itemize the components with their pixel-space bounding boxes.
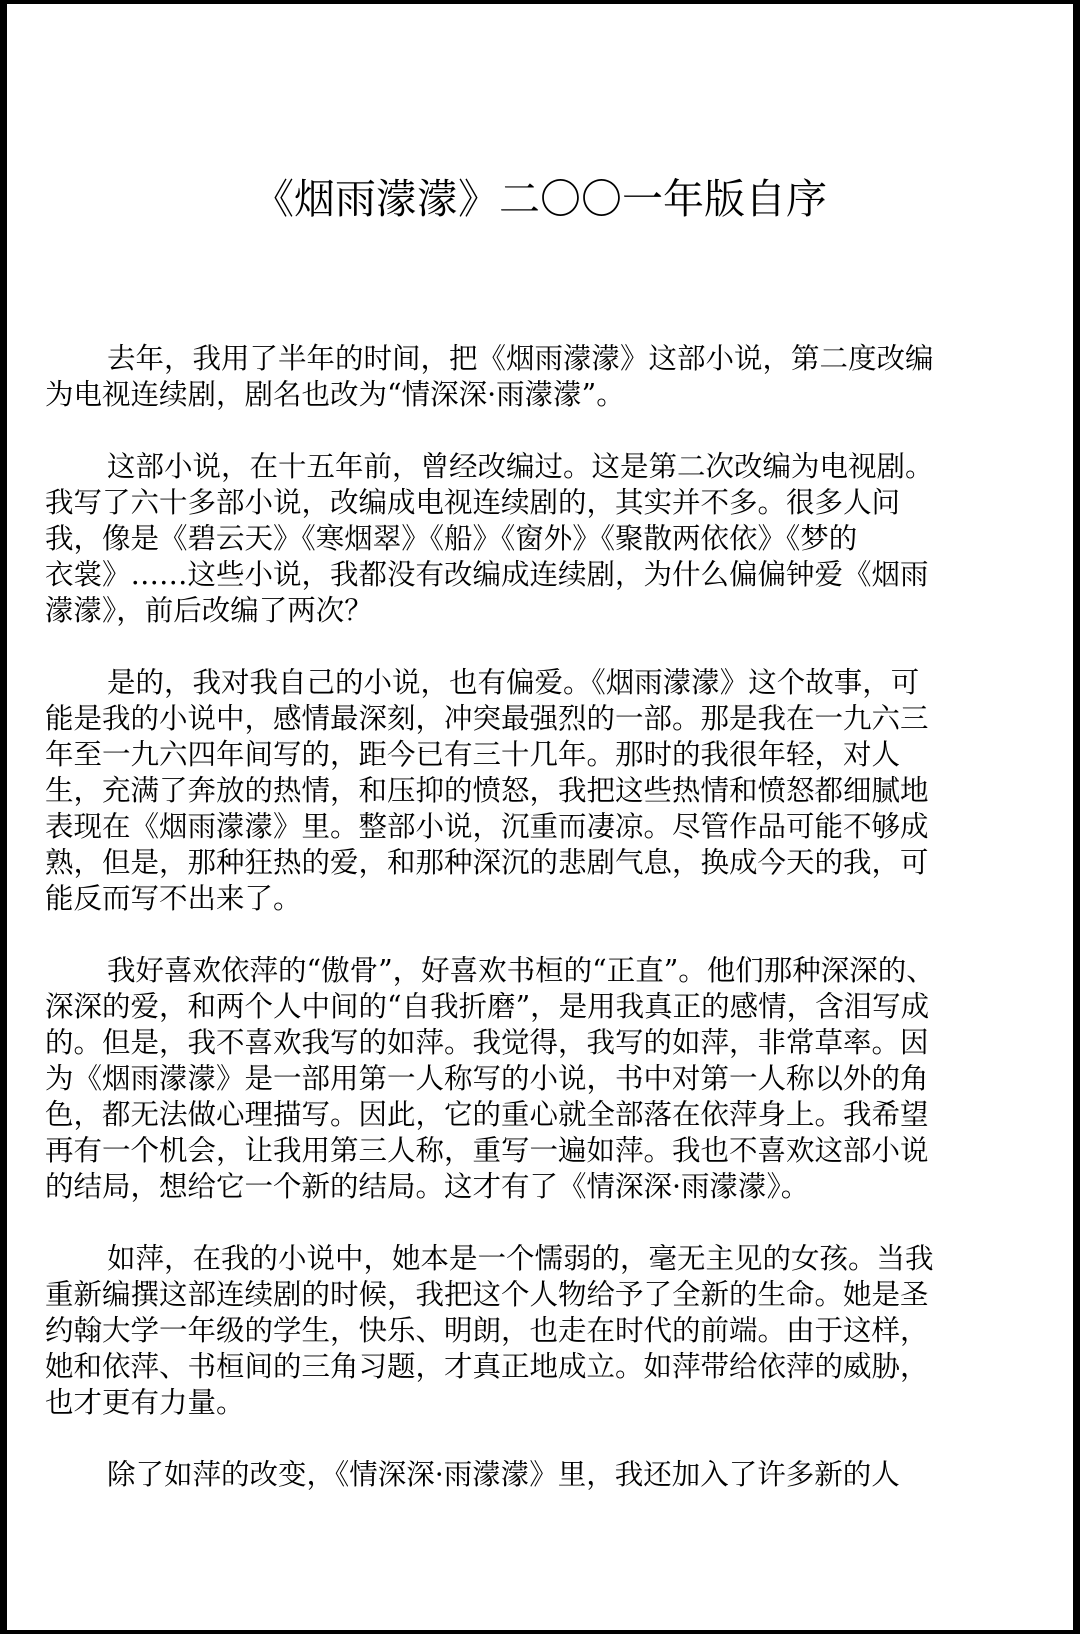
text-line: 为电视连续剧，剧名也改为“情深深·雨濛濛”。: [45, 378, 625, 411]
text-line: 我，像是《碧云天》《寒烟翠》《船》《窗外》《聚散两依依》《梦的: [45, 522, 858, 555]
text-line: 除了如萍的改变，《情深深·雨濛濛》里，我还加入了许多新的人: [107, 1458, 900, 1491]
text-line: 约翰大学一年级的学生，快乐、明朗，也走在时代的前端。由于这样，: [45, 1314, 929, 1347]
text-line: 如萍，在我的小说中，她本是一个懦弱的，毫无主见的女孩。当我: [107, 1242, 934, 1275]
text-line: 能反而写不出来了。: [45, 882, 302, 915]
text-line: 也才更有力量。: [45, 1386, 245, 1419]
text-line: 我好喜欢依萍的“傲骨”，好喜欢书桓的“正直”。他们那种深深的、: [107, 954, 935, 987]
text-line: 表现在《烟雨濛濛》里。整部小说，沉重而凄凉。尽管作品可能不够成: [45, 810, 929, 843]
preface-body: [45, 341, 1015, 1529]
text-line: 衣裳》……这些小说，我都没有改编成连续剧，为什么偏偏钟爱《烟雨: [45, 558, 929, 591]
text-line: 色，都无法做心理描写。因此，它的重心就全部落在依萍身上。我希望: [45, 1098, 929, 1131]
text-line: 年至一九六四年间写的，距今已有三十几年。那时的我很年轻，对人: [45, 738, 901, 771]
text-line: 深深的爱，和两个人中间的“自我折磨”，是用我真正的感情，含泪写成: [45, 990, 930, 1023]
book-page: [7, 4, 1073, 1630]
text-line: 熟，但是，那种狂热的爱，和那种深沉的悲剧气息，换成今天的我，可: [45, 846, 929, 879]
text-line: 能是我的小说中，感情最深刻，冲突最强烈的一部。那是我在一九六三: [45, 702, 929, 735]
text-line: 再有一个机会，让我用第三人称，重写一遍如萍。我也不喜欢这部小说: [45, 1134, 929, 1167]
text-line: 这部小说，在十五年前，曾经改编过。这是第二次改编为电视剧。: [107, 450, 934, 483]
text-line: 我写了六十多部小说，改编成电视连续剧的，其实并不多。很多人问: [45, 486, 901, 519]
text-line: 生，充满了奔放的热情，和压抑的愤怒，我把这些热情和愤怒都细腻地: [45, 774, 929, 807]
text-line: 她和依萍、书桓间的三角习题，才真正地成立。如萍带给依萍的威胁，: [45, 1350, 929, 1383]
paragraph: [45, 665, 1015, 917]
text-line: 为《烟雨濛濛》是一部用第一人称写的小说，书中对第一人称以外的角: [45, 1062, 929, 1095]
text-line: 濛濛》，前后改编了两次？: [45, 594, 373, 627]
paragraph: [45, 449, 1015, 629]
paragraph: [45, 953, 1015, 1205]
paragraph: [45, 1457, 1015, 1493]
paragraph: [45, 341, 1015, 413]
text-line: 的。但是，我不喜欢我写的如萍。我觉得，我写的如萍，非常草率。因: [45, 1026, 929, 1059]
text-line: 是的，我对我自己的小说，也有偏爱。《烟雨濛濛》这个故事，可: [107, 666, 920, 699]
text-line: 去年，我用了半年的时间，把《烟雨濛濛》这部小说，第二度改编: [107, 342, 934, 375]
page-title: 《烟雨濛濛》二〇〇一年版自序: [253, 175, 827, 223]
text-line: 的结局，想给它一个新的结局。这才有了《情深深·雨濛濛》。: [45, 1170, 810, 1203]
text-line: 重新编撰这部连续剧的时候，我把这个人物给予了全新的生命。她是圣: [45, 1278, 929, 1311]
paragraph: [45, 1241, 1015, 1421]
